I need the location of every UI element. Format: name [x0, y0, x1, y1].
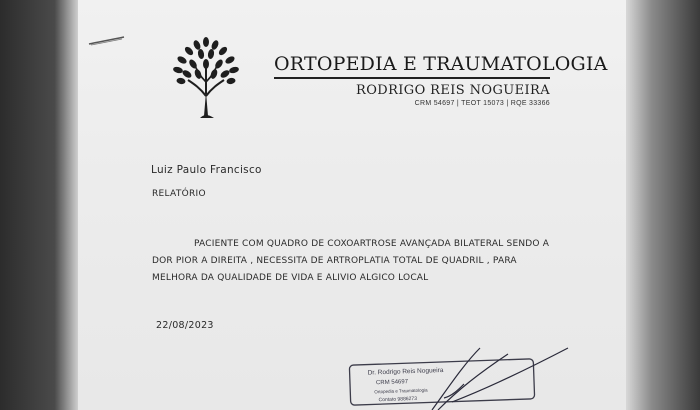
- stamp-name: Dr. Rodrigo Reis Nogueira: [367, 366, 444, 377]
- signature: [432, 348, 568, 410]
- doctor-stamp: [348, 340, 586, 410]
- report-line: MELHORA DA QUALIDADE DE VIDA E ALIVIO ALGICO LOCAL: [152, 273, 429, 283]
- patient-name: Luiz Paulo Francisco: [151, 164, 262, 176]
- report-body: [152, 236, 582, 287]
- tree-icon: [170, 36, 242, 120]
- report-line: PACIENTE COM QUADRO DE COXOARTROSE AVANÇADA BILATERAL SENDO A: [194, 239, 550, 249]
- doctor-name: RODRIGO REIS NOGUEIRA: [356, 82, 550, 98]
- registry-numbers: CRM 54697 | TEOT 15073 | RQE 33366: [414, 99, 550, 107]
- background-right: [626, 0, 700, 410]
- letterhead: [274, 52, 608, 107]
- background-left: [0, 0, 78, 410]
- stamp-crm: CRM 54697: [375, 379, 409, 387]
- report-date: 22/08/2023: [156, 320, 214, 331]
- pen-mark: [88, 36, 126, 46]
- report-line: DOR PIOR A DIREITA , NECESSITA DE ARTROPLATIA TOTAL DE QUADRIL , PARA: [152, 256, 517, 266]
- clinic-title: ORTOPEDIA E TRAUMATOLOGIA: [274, 53, 608, 75]
- stamp-contact: Contato 9886273: [378, 395, 418, 404]
- document-page: [78, 0, 626, 410]
- stamp-specialty: Ortopedia e Traumatologia: [374, 387, 428, 395]
- title-rule: [274, 77, 550, 79]
- report-label: RELATÓRIO: [152, 189, 206, 199]
